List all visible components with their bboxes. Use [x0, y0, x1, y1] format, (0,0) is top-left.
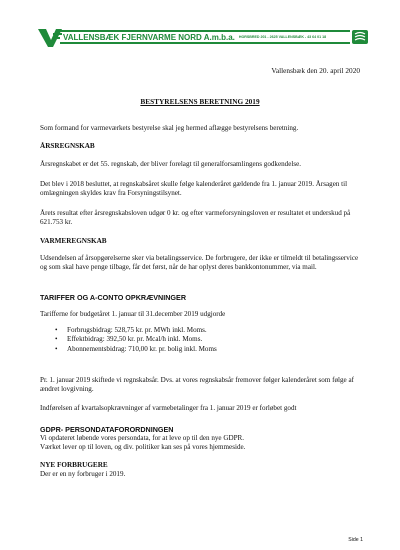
nye-forbrugere-paragraph: Der er en ny forbruger i 2019.	[40, 470, 126, 478]
list-item: • Abonnementsbidrag: 710,00 kr. pr. bolig inkl. Moms	[55, 345, 217, 354]
heading-tariffer: TARIFFER OG A-CONTO OPKRÆVNINGER	[40, 293, 187, 302]
letterhead	[38, 27, 368, 49]
brand-mark-icon	[352, 30, 368, 44]
intro-paragraph: Som formand for varmeværkets bestyrelse skal jeg hermed aflægge bestyrelsens beretning.	[40, 124, 299, 132]
gdpr-line-2: Værket lever op til loven, og div. politiker kan ses på vores hjemmeside.	[40, 443, 246, 451]
heading-varmeregnskab: VARMEREGNSKAB	[40, 237, 107, 245]
date-line: Vallensbæk den 20. april 2020	[271, 66, 360, 75]
heading-aarsregnskab: ÅRSREGNSKAB	[40, 142, 95, 150]
gdpr-line-1: Vi opdateret løbende vores persondata, for at leve op til den nye GDPR.	[40, 434, 245, 442]
tariff-list	[55, 326, 217, 354]
page-title: BESTYRELSENS BERETNING 2019	[140, 97, 260, 106]
aarsregnskab-paragraph-1: Årsregnskabet er det 55. regnskab, der bliver forelagt til generalforsamlingens godkendelse.	[40, 160, 302, 168]
heading-gdpr: GDPR- PERSONDATAFORORDNINGEN	[40, 425, 174, 434]
tariffer-paragraph-2: Pr. 1. januar 2019 skiftede vi regnskabsår. Dvs. at vores regnskabsår fremover følger kalenderåret som følge af ændret lovgivning.	[40, 376, 354, 394]
list-item: • Forbrugsbidrag: 528,75 kr. pr. MWh inkl. Moms.	[55, 326, 217, 335]
company-address: HORSBRED 201 - 2625 VALLENSBÆK - 43 64 01 18	[238, 35, 327, 39]
letterhead-band	[60, 30, 350, 44]
tariffer-paragraph-3: Indførelsen af kvartalsopkrævninger af varmebetalinger fra 1. januar 2019 er forløbet godt	[40, 404, 297, 412]
list-item: • Effektbidrag: 392,50 kr. pr. Mcal/h inkl. Moms.	[55, 335, 217, 344]
company-name: VALLENSBÆK FJERNVARME NORD A.m.b.a.	[63, 32, 235, 42]
heading-nye-forbrugere: NYE FORBRUGERE	[40, 461, 108, 469]
aarsregnskab-paragraph-2: Det blev i 2018 besluttet, at regnskabsåret skulle følge kalenderåret gældende fra 1. januar 2019. Årsagen til omlægningen skyldes krav fra Forsyningstilsynet.	[40, 180, 348, 198]
company-logo-icon	[38, 27, 62, 47]
aarsregnskab-paragraph-3: Årets resultat efter årsregnskabsloven udgør 0 kr. og efter varmeforsyningsloven er resultatet et underskud på 621.753 kr.	[40, 209, 351, 227]
varmeregnskab-paragraph: Udsendelsen af årsopgørelserne sker via betalingsservice. De forbrugere, der ikke er tilmeldt til betalingsservice og som skal have penge tilbage, får det først, når de har oplyst deres bankkontonummer, via mail.	[40, 254, 359, 272]
tariffer-paragraph-1: Tarifferne for budgetåret 1. januar til 31.december 2019 udgjorde	[40, 310, 226, 318]
page-number: Side 1	[348, 537, 363, 543]
